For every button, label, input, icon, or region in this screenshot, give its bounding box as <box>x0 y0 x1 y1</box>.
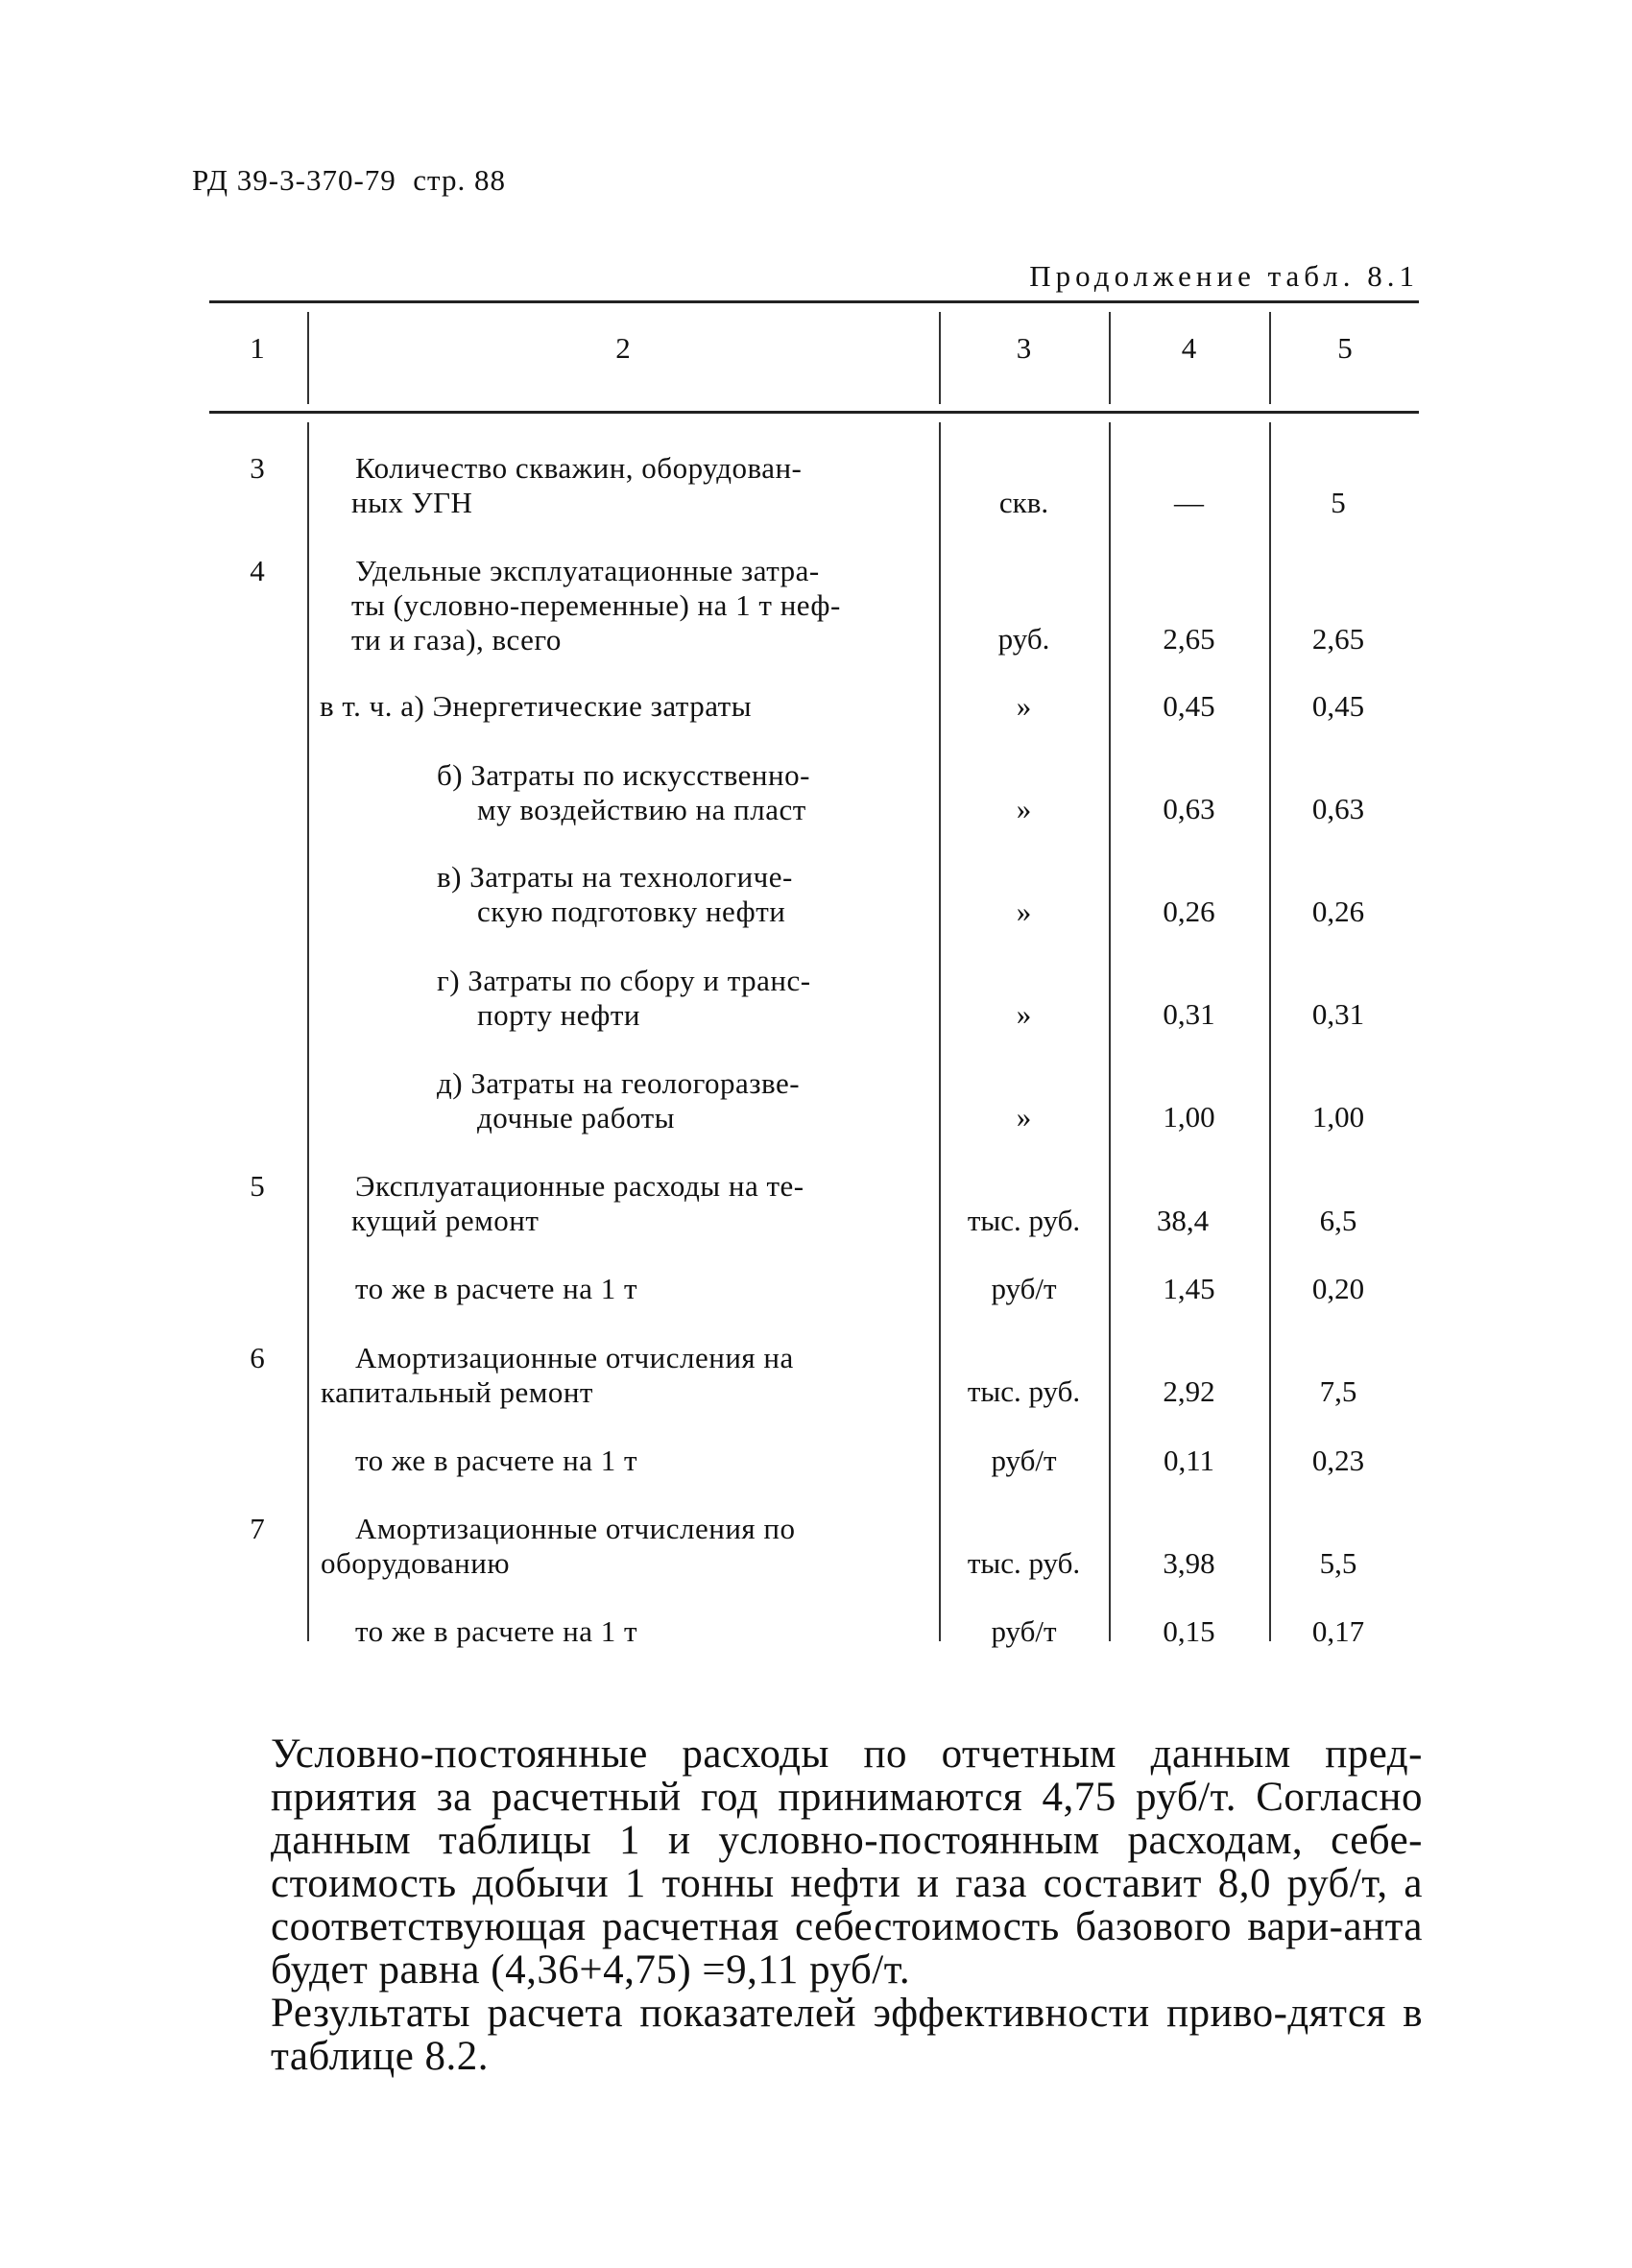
paragraph: Результаты расчета показателей эффективности приво-дятся в таблице 8.2. <box>271 1991 1423 2079</box>
value-col5: 0,20 <box>1311 1272 1365 1305</box>
value-col4: 3,98 <box>1163 1546 1215 1580</box>
value-col5: 0,23 <box>1311 1444 1365 1477</box>
row-description <box>437 1066 934 1135</box>
row-description-line: ных УГН <box>351 486 473 519</box>
row-description <box>321 1341 931 1410</box>
row-description-line: в т. ч. а) Энергетические затраты <box>320 689 753 723</box>
row-description <box>351 451 931 520</box>
row-description-line: Амортизационные отчисления на <box>355 1341 794 1374</box>
row-description-line: порту нефти <box>477 998 641 1032</box>
value-col4: 2,92 <box>1163 1374 1215 1408</box>
column-divider <box>307 422 309 1641</box>
value-col5: 7,5 <box>1319 1374 1357 1408</box>
unit-cell: » <box>1016 997 1032 1031</box>
value-col4: 0,45 <box>1163 689 1215 723</box>
value-col5: 0,17 <box>1311 1614 1365 1648</box>
row-description <box>320 689 934 724</box>
value-col4: 0,63 <box>1163 792 1215 825</box>
value-col4: 2,65 <box>1163 622 1215 656</box>
unit-cell: руб/т <box>991 1444 1057 1477</box>
value-col5: 5 <box>1331 486 1346 519</box>
column-header: 3 <box>1016 331 1032 365</box>
unit-cell: скв. <box>998 486 1049 519</box>
row-number: 7 <box>250 1512 265 1545</box>
value-col4: 1,45 <box>1163 1272 1215 1305</box>
unit-cell: тыс. руб. <box>967 1204 1081 1237</box>
page-header <box>192 163 506 198</box>
unit-cell: руб/т <box>991 1272 1057 1305</box>
value-col4: — <box>1174 486 1204 519</box>
column-header: 1 <box>250 331 265 365</box>
row-description <box>355 1614 931 1649</box>
value-col5: 1,00 <box>1311 1100 1365 1134</box>
row-description <box>437 758 934 827</box>
row-description-line: Количество скважин, оборудован- <box>355 451 803 485</box>
value-col4: 38,4 <box>1156 1204 1210 1237</box>
row-description-line: кущий ремонт <box>351 1204 540 1237</box>
unit-cell: » <box>1016 1100 1032 1134</box>
value-col4: 0,26 <box>1163 895 1215 928</box>
row-description-line: д) Затраты на геологоразве- <box>437 1066 801 1100</box>
row-number: 5 <box>250 1169 265 1203</box>
column-header: 2 <box>615 331 631 365</box>
unit-cell: тыс. руб. <box>967 1546 1081 1580</box>
value-col4: 0,31 <box>1163 997 1215 1031</box>
unit-cell: тыс. руб. <box>967 1374 1081 1408</box>
unit-cell: руб. <box>997 622 1050 656</box>
row-description-line: то же в расчете на 1 т <box>355 1444 637 1477</box>
unit-cell: » <box>1016 689 1032 723</box>
row-number: 4 <box>250 554 265 587</box>
row-description-line: ты (условно-переменные) на 1 т неф- <box>351 588 841 622</box>
row-description <box>355 1272 931 1306</box>
paragraph: Условно-постоянные расходы по отчетным данным пред-приятия за расчетный год принимаются 4,75 руб/т. Согласно данным таблицы 1 и условно-постоянным расходам, себе-стоимость добычи 1 тонны нефти и газа составит 8,0 руб/т, а соответствующая расчетная себестоимость базового вари-анта будет равна (4,36+4,75) =9,11 руб/т. <box>271 1731 1423 1993</box>
row-description-line: б) Затраты по искусственно- <box>437 758 810 792</box>
value-col5: 2,65 <box>1311 622 1365 656</box>
value-col5: 0,31 <box>1311 997 1365 1031</box>
body-text <box>271 1732 1423 2078</box>
row-description-line: Амортизационные отчисления по <box>355 1512 796 1545</box>
value-col5: 0,45 <box>1311 689 1365 723</box>
row-description-line: ти и газа), всего <box>351 623 562 657</box>
row-description-line: Эксплуатационные расходы на те- <box>355 1169 804 1203</box>
column-header: 4 <box>1181 331 1197 365</box>
row-description-line: му воздействию на пласт <box>477 793 806 826</box>
unit-cell: » <box>1016 792 1032 825</box>
value-col5: 6,5 <box>1319 1204 1357 1237</box>
value-col5: 5,5 <box>1319 1546 1357 1580</box>
page-number: стр. 88 <box>413 163 506 197</box>
value-col4: 1,00 <box>1163 1100 1215 1134</box>
row-description <box>437 860 934 929</box>
value-col5: 0,26 <box>1311 895 1365 928</box>
unit-cell: » <box>1016 895 1032 928</box>
value-col4: 0,11 <box>1163 1444 1215 1477</box>
row-description <box>355 1444 931 1478</box>
value-col5: 0,63 <box>1311 792 1365 825</box>
value-col4: 0,15 <box>1163 1614 1215 1648</box>
row-description <box>321 1512 931 1581</box>
row-description-line: в) Затраты на технологиче- <box>437 860 793 894</box>
row-description-line: скую подготовку нефти <box>477 895 786 928</box>
row-description-line: то же в расчете на 1 т <box>355 1272 637 1305</box>
row-description-line: Удельные эксплуатационные затра- <box>355 554 820 587</box>
unit-cell: руб/т <box>991 1614 1057 1648</box>
table-caption: Продолжение табл. 8.1 <box>1029 259 1419 293</box>
row-description-line: г) Затраты по сбору и транс- <box>437 964 811 997</box>
table-header-rule <box>209 411 1419 414</box>
row-description <box>437 964 934 1033</box>
row-number: 3 <box>250 451 265 485</box>
row-description <box>351 554 931 657</box>
table-top-rule <box>209 300 1419 303</box>
row-description-line: капитальный ремонт <box>321 1375 593 1409</box>
row-description-line: дочные работы <box>477 1101 675 1134</box>
row-description <box>351 1169 931 1238</box>
row-number: 6 <box>250 1341 265 1374</box>
document-reference: РД 39-3-370-79 <box>192 163 396 197</box>
row-description-line: то же в расчете на 1 т <box>355 1614 637 1648</box>
row-description-line: оборудованию <box>321 1546 511 1580</box>
column-header: 5 <box>1337 331 1353 365</box>
